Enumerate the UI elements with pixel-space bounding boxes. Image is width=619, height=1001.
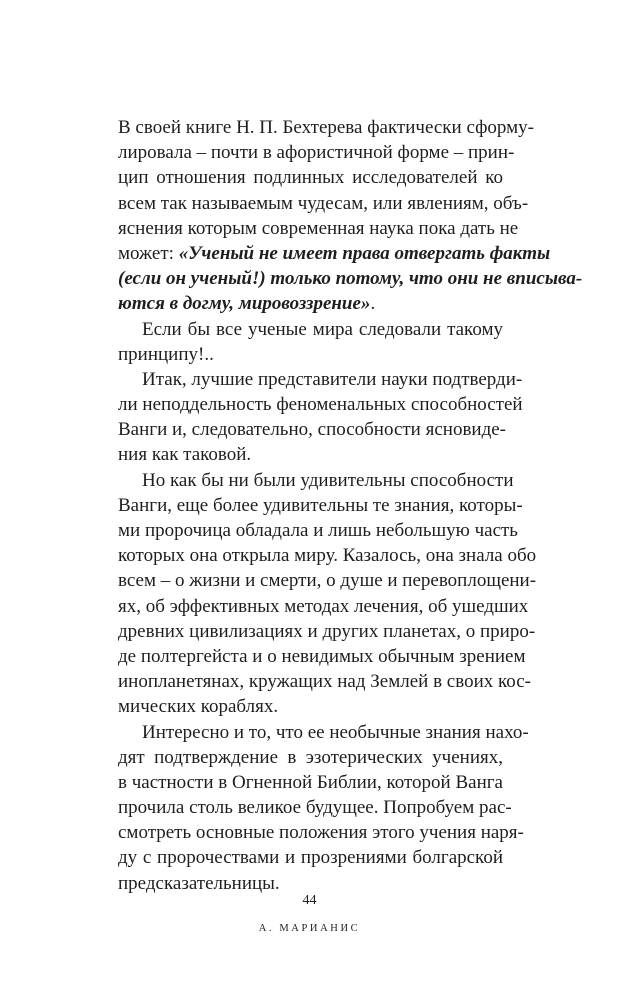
text-line: Итак, лучшие представители науки подтверди- [142,368,523,390]
text-line: ду с пророчествами и прозрениями болгарской [118,847,503,869]
paragraph-2 [118,317,503,367]
text-line: В своей книге Н. П. Бехтерева фактически сформу- [118,117,534,138]
text-line: Ванги, еще более удивительны те знания, которы- [118,494,523,516]
text-line: мических кораблях. [118,696,279,718]
text-line: принципу!.. [118,343,214,365]
text-line: Ванги и, следовательно, способности ясновиде- [118,419,507,441]
text-line [118,241,551,266]
text-line: Если бы все ученые мира следовали такому [142,318,503,340]
text-line: древних цивилизациях и других планетах, о приро- [118,620,536,642]
text-line: дят подтверждение в эзотерических учениях, [118,746,503,768]
text-line [118,291,503,316]
text-line: Но как бы ни были удивительны способности [142,469,514,491]
text-line: ях, об эффективных методах лечения, об ушедших [118,595,529,617]
text-line: ми пророчица обладала и лишь небольшую часть [118,520,518,541]
text-line: которых она открыла миру. Казалось, она знала обо [118,545,537,567]
text-line: Интересно и то, что ее необычные знания нахо- [142,721,529,743]
running-title: А. МАРИАНИС [258,923,361,934]
text-line: всем – о жизни и смерти, о душе и перевоплощени- [118,570,537,592]
text-line: лировала – почти в афористичной форме – прин- [118,142,515,164]
text-line: в частности в Огненной Библии, которой Ванга [118,771,503,793]
paragraph-5 [118,720,529,896]
text-line: прочила столь великое будущее. Попробуем рас- [118,797,512,819]
quote-text: ются в догму, мировоззрение» [118,293,371,315]
text-line: предсказательницы. [118,872,280,894]
text-line: инопланетянах, кружащих над Землей в своих кос- [118,671,531,693]
text-line: цип отношения подлинных исследователей ко [118,167,503,189]
text-run: . [370,293,376,315]
text-line: ния как таковой. [118,444,252,466]
text-line: смотреть основные положения этого учения наря- [118,822,524,844]
text-line: ли неподдельность феноменальных способностей [118,394,523,416]
text-line: яснения которым современная наука пока дать не [118,217,519,239]
quote-line: (если он ученый!) только потому, что они не вписыва- [118,268,583,290]
quote-text: «Ученый не имеет права отвергать факты [178,242,551,264]
body-text [118,115,583,896]
text-line: де полтергейста и о невидимых обычным зрением [118,645,526,667]
text-run: может: [118,242,179,264]
paragraph-3 [118,367,523,468]
paragraph-4 [118,468,537,720]
text-line: всем так называемым чудесам, или явлениям, объ- [118,192,529,214]
page-number: 44 [302,893,317,908]
paragraph-1 [118,115,583,317]
